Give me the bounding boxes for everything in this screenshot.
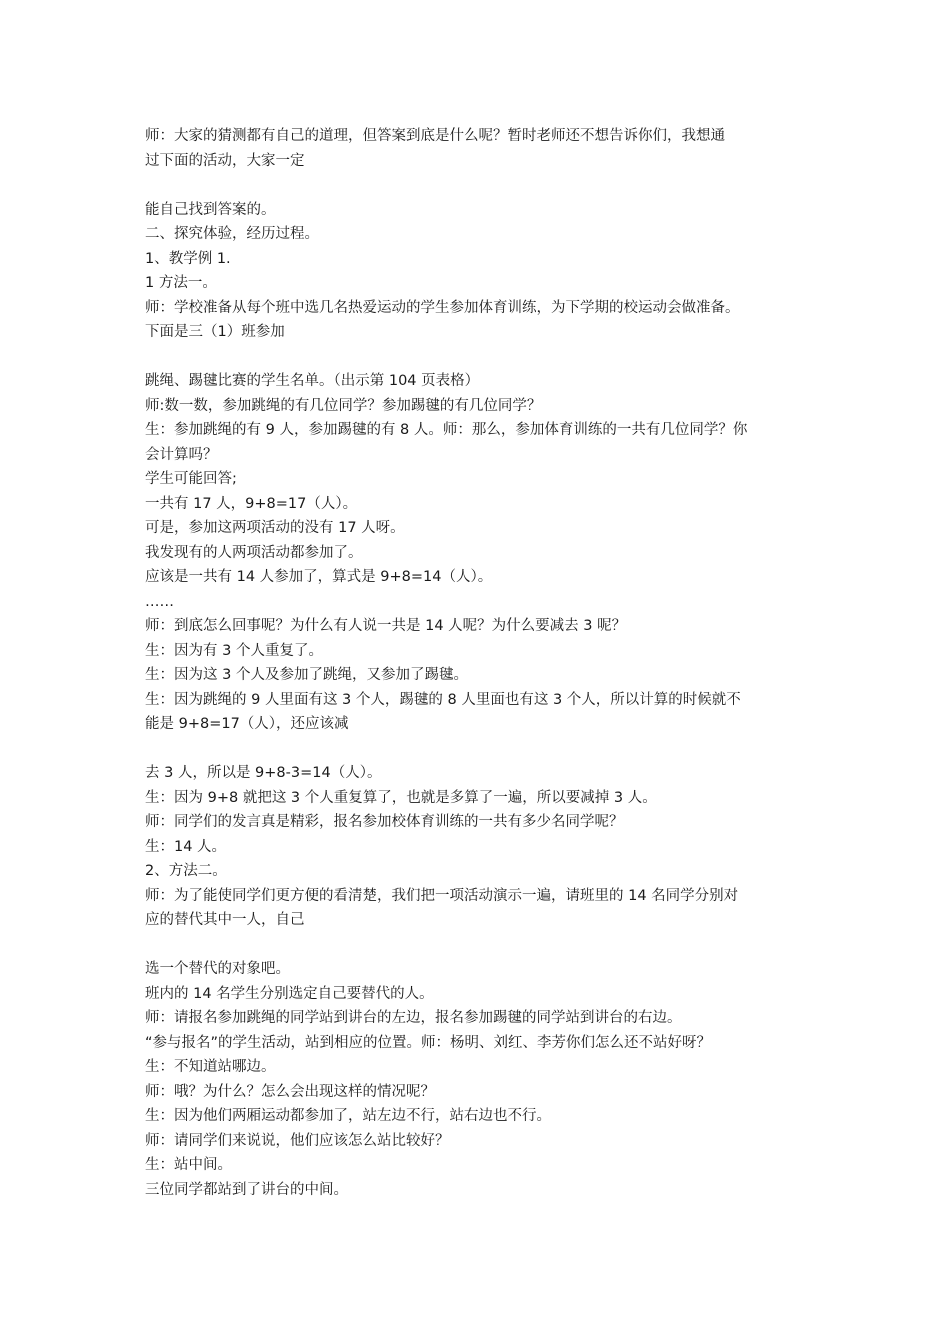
text-line: 师：哦？为什么？怎么会出现这样的情况呢？	[145, 1083, 435, 1100]
text-line: 生：站中间。	[145, 1157, 232, 1173]
text-line: 跳绳、踢毽比赛的学生名单。（出示第 104 页表格）	[145, 373, 480, 389]
text-line: 一共有 17 人，9+8=17（人）。	[145, 495, 358, 512]
text-line: 师：请报名参加跳绳的同学站到讲台的左边，报名参加踢毽的同学站到讲台的右边。	[145, 1010, 682, 1026]
paragraph-gap	[145, 933, 820, 958]
text-line: 应该是一共有 14 人参加了，算式是 9+8=14（人）。	[145, 569, 493, 585]
text-line: 生：参加跳绳的有 9 人，参加踢毽的有 8 人。师：那么，参加体育训练的一共有几位同学？你	[145, 422, 748, 438]
text-line: 师：为了能使同学们更方便的看清楚，我们把一项活动演示一遍，请班里的 14 名同学分别对	[145, 887, 739, 904]
text-line: 班内的 14 名学生分别选定自己要替代的人。	[145, 985, 434, 1002]
paragraph-gap	[145, 737, 820, 762]
text-line: ……	[145, 593, 174, 610]
text-line: 三位同学都站到了讲台的中间。	[145, 1181, 348, 1198]
text-line: 师：同学们的发言真是精彩，报名参加校体育训练的一共有多少名同学呢？	[145, 814, 624, 830]
text-line: 2、方法二。	[145, 863, 227, 879]
text-line: 生：不知道站哪边。	[145, 1059, 276, 1075]
document-body	[145, 124, 820, 1202]
text-line: 师：学校准备从每个班中选几名热爱运动的学生参加体育训练，为下学期的校运动会做准备。	[145, 299, 740, 316]
text-line: 师：大家的猜测都有自己的道理，但答案到底是什么呢？暂时老师还不想告诉你们，我想通	[145, 128, 725, 144]
paragraph-gap	[145, 345, 820, 370]
text-line: 生：因为这 3 个人及参加了跳绳，又参加了踢毽。	[145, 667, 468, 683]
paragraph-gap	[145, 173, 820, 198]
text-line: 能自己找到答案的。	[145, 201, 276, 218]
text-line: 1 方法一。	[145, 275, 217, 291]
text-line: 下面是三（1）班参加	[145, 324, 285, 340]
text-line: 过下面的活动，大家一定	[145, 152, 305, 169]
text-line: 去 3 人，所以是 9+8-3=14（人）。	[145, 765, 382, 781]
text-line: 生：因为跳绳的 9 人里面有这 3 个人，踢毽的 8 人里面也有这 3 个人，所以计算的时候就不	[145, 691, 741, 708]
text-line: 选一个替代的对象吧。	[145, 961, 290, 977]
text-line: 师:数一数，参加跳绳的有几位同学？参加踢毽的有几位同学？	[145, 397, 542, 414]
text-line: 生：因为他们两厢运动都参加了，站左边不行，站右边也不行。	[145, 1108, 551, 1124]
text-line: 生：因为 9+8 就把这 3 个人重复算了，也就是多算了一遍，所以要减掉 3 人。	[145, 789, 657, 806]
text-line: 师：请同学们来说说，他们应该怎么站比较好？	[145, 1132, 450, 1149]
text-line: 学生可能回答;	[145, 471, 237, 487]
text-line: 生：因为有 3 个人重复了。	[145, 642, 323, 659]
text-line: 能是 9+8=17（人），还应该减	[145, 716, 349, 732]
text-line: 我发现有的人两项活动都参加了。	[145, 544, 363, 561]
text-line: 可是，参加这两项活动的没有 17 人呀。	[145, 520, 405, 536]
text-line: 二、探究体验，经历过程。	[145, 226, 319, 242]
text-line: 师：到底怎么回事呢？为什么有人说一共是 14 人呢？为什么要减去 3 呢？	[145, 618, 627, 634]
text-line: “参与报名”的学生活动，站到相应的位置。师：杨明、刘红、李芳你们怎么还不站好呀？	[145, 1034, 712, 1051]
text-line: 1、教学例 1.	[145, 250, 231, 267]
text-line: 生：14 人。	[145, 838, 227, 855]
text-line: 会计算吗？	[145, 446, 218, 463]
text-line: 应的替代其中一人，自己	[145, 912, 305, 928]
